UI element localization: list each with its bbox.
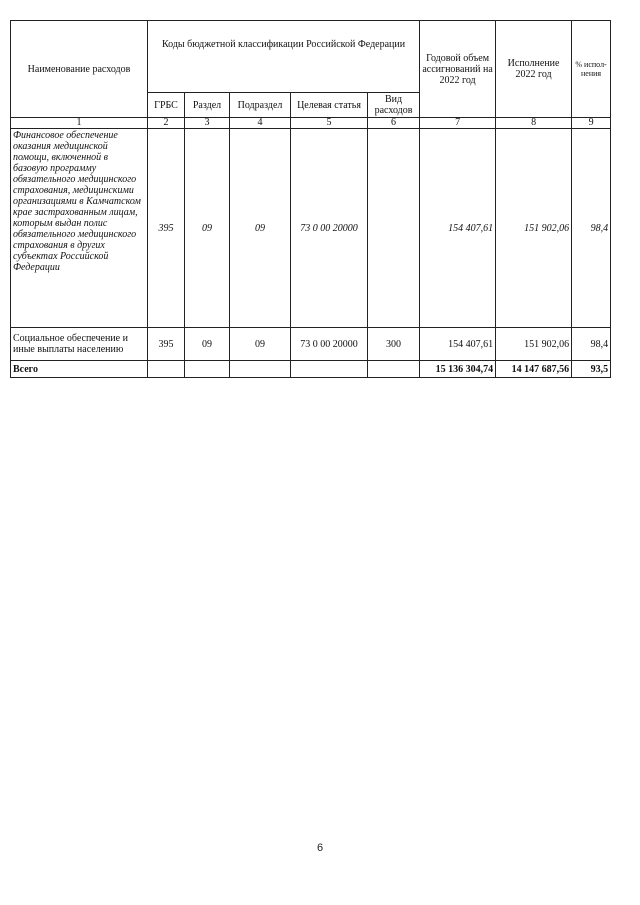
header-row-top bbox=[11, 21, 611, 93]
total-label: Всего bbox=[11, 361, 148, 378]
row-percent: 98,4 bbox=[572, 328, 611, 361]
row-subsection: 09 bbox=[230, 129, 291, 328]
row-annual-volume: 154 407,61 bbox=[420, 328, 496, 361]
row-percent: 98,4 bbox=[572, 129, 611, 328]
total-annual-volume: 15 136 304,74 bbox=[420, 361, 496, 378]
total-row bbox=[11, 361, 611, 378]
column-number-row bbox=[11, 118, 611, 129]
header-expense-name: Наименование расходов bbox=[11, 21, 148, 118]
header-target-item: Целевая статья bbox=[291, 93, 368, 118]
header-execution: Исполнение 2022 год bbox=[496, 21, 572, 118]
row-expense-name: Социальное обеспечение и иные выплаты населению bbox=[11, 328, 148, 361]
table-row bbox=[11, 129, 611, 328]
column-number: 1 bbox=[11, 118, 148, 129]
page-number: 6 bbox=[316, 842, 324, 854]
header-annual-volume: Годовой объем ассигнований на 2022 год bbox=[420, 21, 496, 118]
column-number: 2 bbox=[148, 118, 185, 129]
row-expense-type: 300 bbox=[368, 328, 420, 361]
column-number: 4 bbox=[230, 118, 291, 129]
total-percent: 93,5 bbox=[572, 361, 611, 378]
row-execution: 151 902,06 bbox=[496, 328, 572, 361]
empty-cell bbox=[368, 361, 420, 378]
total-execution: 14 147 687,56 bbox=[496, 361, 572, 378]
empty-cell bbox=[185, 361, 230, 378]
column-number: 3 bbox=[185, 118, 230, 129]
row-target-item: 73 0 00 20000 bbox=[291, 328, 368, 361]
header-subsection: Подраздел bbox=[230, 93, 291, 118]
row-grbs: 395 bbox=[148, 129, 185, 328]
row-section: 09 bbox=[185, 129, 230, 328]
header-grbs: ГРБС bbox=[148, 93, 185, 118]
row-annual-volume: 154 407,61 bbox=[420, 129, 496, 328]
row-expense-type bbox=[368, 129, 420, 328]
row-expense-name: Финансовое обеспечение оказания медицинской помощи, включенной в базовую программу обязательного медицинского страхования, медицинскими организациями в Камчатском крае застрахованным лицам, которым выдан полис обязательного медицинского страхования в других субъектах Российской Федерации bbox=[11, 129, 148, 328]
column-number: 5 bbox=[291, 118, 368, 129]
row-execution: 151 902,06 bbox=[496, 129, 572, 328]
header-section: Раздел bbox=[185, 93, 230, 118]
row-subsection: 09 bbox=[230, 328, 291, 361]
row-target-item: 73 0 00 20000 bbox=[291, 129, 368, 328]
empty-cell bbox=[148, 361, 185, 378]
header-expense-type: Вид расходов bbox=[368, 93, 420, 118]
column-number: 8 bbox=[496, 118, 572, 129]
budget-execution-table bbox=[10, 20, 611, 378]
column-number: 9 bbox=[572, 118, 611, 129]
row-grbs: 395 bbox=[148, 328, 185, 361]
column-number: 7 bbox=[420, 118, 496, 129]
empty-cell bbox=[291, 361, 368, 378]
column-number: 6 bbox=[368, 118, 420, 129]
table-row bbox=[11, 328, 611, 361]
row-section: 09 bbox=[185, 328, 230, 361]
header-percent: % испол-нения bbox=[572, 21, 611, 118]
header-budget-codes: Коды бюджетной классификации Российской Федерации bbox=[148, 21, 420, 93]
empty-cell bbox=[230, 361, 291, 378]
